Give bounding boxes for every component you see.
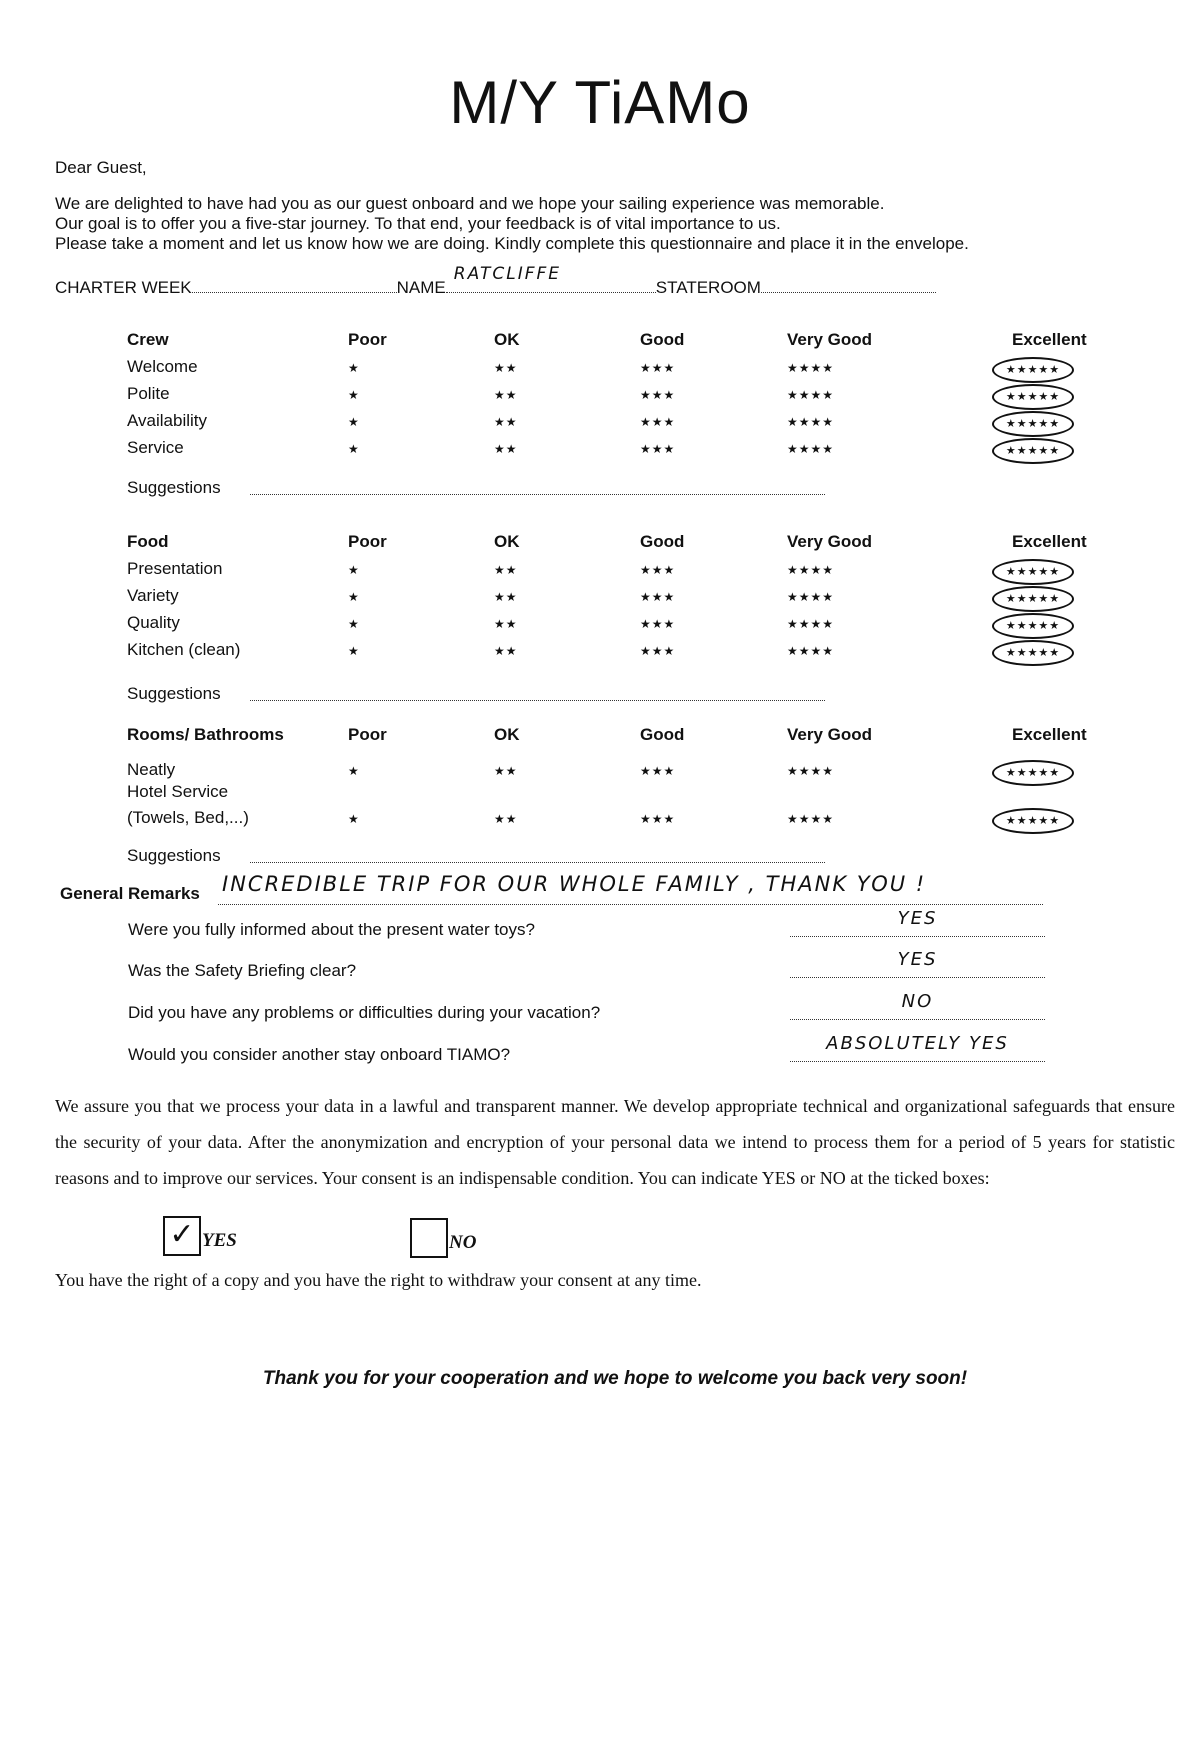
star-option-poor[interactable]: ★ (348, 644, 360, 658)
star-option-good[interactable]: ★★★ (640, 361, 676, 375)
rating-header-poor: Poor (348, 725, 387, 744)
selected-circle: ★★★★★ (992, 357, 1074, 383)
star-option-good[interactable]: ★★★ (640, 415, 676, 429)
star-option-very-good[interactable]: ★★★★ (787, 361, 835, 375)
star-option-poor[interactable]: ★ (348, 812, 360, 826)
suggestions-field[interactable] (250, 686, 825, 701)
consent-no-label: NO (449, 1232, 477, 1253)
rating-header-very-good: Very Good (787, 725, 873, 744)
rating-header-poor: Poor (348, 330, 387, 349)
star-option-ok[interactable]: ★★ (494, 361, 518, 375)
rating-header-good: Good (640, 725, 685, 744)
rating-row (0, 640, 1200, 666)
star-option-poor[interactable]: ★ (348, 415, 360, 429)
consent-yes-label: YES (202, 1230, 237, 1251)
section-header-food (0, 532, 1200, 558)
selected-circle: ★★★★★ (992, 411, 1074, 437)
question-text: Was the Safety Briefing clear? (128, 961, 357, 980)
suggestions-field[interactable] (250, 848, 825, 863)
suggestions-row (0, 684, 1200, 710)
charter-week-field[interactable] (192, 278, 397, 293)
suggestions-label: Suggestions (127, 478, 221, 497)
criterion-label: Presentation (127, 559, 223, 578)
rating-row (0, 613, 1200, 639)
criterion-label: Service (127, 438, 184, 457)
name-field[interactable] (446, 264, 656, 293)
stateroom-label: STATEROOM (655, 278, 761, 297)
criterion-label: Welcome (127, 357, 198, 376)
star-option-very-good[interactable]: ★★★★ (787, 617, 835, 631)
star-option-very-good[interactable]: ★★★★ (787, 644, 835, 658)
answer-value: YES (897, 949, 938, 970)
criterion-label: Neatly (127, 760, 176, 779)
star-option-good[interactable]: ★★★ (640, 388, 676, 402)
selected-circle: ★★★★★ (992, 640, 1074, 666)
rating-header-ok: OK (494, 330, 520, 349)
star-option-ok[interactable]: ★★ (494, 644, 518, 658)
rating-row (0, 782, 1200, 808)
name-label: NAME (396, 278, 446, 297)
consent-yes-checkbox[interactable] (163, 1216, 201, 1256)
answer-value: NO (901, 991, 934, 1012)
star-option-poor[interactable]: ★ (348, 590, 360, 604)
suggestions-label: Suggestions (127, 684, 221, 703)
selected-circle: ★★★★★ (992, 559, 1074, 585)
star-option-poor[interactable]: ★ (348, 764, 360, 778)
criterion-label: Variety (127, 586, 179, 605)
criterion-label: Quality (127, 613, 180, 632)
guest-fields (55, 264, 955, 298)
section-header-rooms (0, 725, 1200, 751)
selected-circle: ★★★★★ (992, 808, 1074, 834)
star-option-poor[interactable]: ★ (348, 617, 360, 631)
rating-header-ok: OK (494, 725, 520, 744)
data-protection-text: We assure you that we process your data in a lawful and transparent manner. We develop appropriate technical and organizational safeguards that ensure the security of your data. After the anonymization and encryption of your personal data we intend to process them for a period of 5 years for statistic reasons and to improve our services. Your consent is an indispensable condition. You can indicate YES or NO at the ticked boxes: (55, 1096, 1175, 1188)
star-option-poor[interactable]: ★ (348, 388, 360, 402)
star-option-ok[interactable]: ★★ (494, 563, 518, 577)
rating-row (0, 586, 1200, 612)
selected-circle: ★★★★★ (992, 586, 1074, 612)
star-option-very-good[interactable]: ★★★★ (787, 442, 835, 456)
rating-header-excellent: Excellent (1012, 532, 1087, 551)
section-heading: Rooms/ Bathrooms (127, 725, 284, 744)
star-option-good[interactable]: ★★★ (640, 617, 676, 631)
suggestions-label: Suggestions (127, 846, 221, 865)
criterion-label: Kitchen (clean) (127, 640, 241, 659)
answer-value: ABSOLUTELY YES (826, 1033, 1009, 1054)
star-option-poor[interactable]: ★ (348, 442, 360, 456)
section-heading: Food (127, 532, 169, 551)
question-text: Were you fully informed about the present water toys? (128, 920, 535, 939)
star-option-good[interactable]: ★★★ (640, 590, 676, 604)
greeting: Dear Guest, (55, 158, 147, 177)
star-option-ok[interactable]: ★★ (494, 764, 518, 778)
criterion-label: Hotel Service (127, 782, 229, 801)
check-mark-icon: ✓ (169, 1218, 195, 1251)
suggestions-row (0, 478, 1200, 504)
document-title: M/Y TiAMo (449, 69, 751, 136)
rating-header-ok: OK (494, 532, 520, 551)
rating-header-poor: Poor (348, 532, 387, 551)
question-text: Did you have any problems or difficulties during your vacation? (128, 1003, 601, 1022)
star-option-poor[interactable]: ★ (348, 563, 360, 577)
star-option-ok[interactable]: ★★ (494, 415, 518, 429)
criterion-label: (Towels, Bed,...) (127, 808, 249, 827)
rating-header-good: Good (640, 330, 685, 349)
rating-row (0, 384, 1200, 410)
rating-row (0, 808, 1200, 834)
closing-text: Thank you for your cooperation and we hope to welcome you back very soon! (262, 1368, 968, 1389)
general-remarks-value: INCREDIBLE TRIP FOR OUR WHOLE FAMILY , THANK YOU ! (222, 872, 927, 896)
star-option-very-good[interactable]: ★★★★ (787, 388, 835, 402)
star-option-ok[interactable]: ★★ (494, 388, 518, 402)
star-option-very-good[interactable]: ★★★★ (787, 590, 835, 604)
star-option-very-good[interactable]: ★★★★ (787, 563, 835, 577)
star-option-ok[interactable]: ★★ (494, 590, 518, 604)
section-heading: Crew (127, 330, 169, 349)
star-option-good[interactable]: ★★★ (640, 442, 676, 456)
star-option-very-good[interactable]: ★★★★ (787, 764, 835, 778)
star-option-poor[interactable]: ★ (348, 361, 360, 375)
rating-row (0, 559, 1200, 585)
answer-value: YES (897, 908, 938, 929)
section-header-crew (0, 330, 1200, 356)
general-remarks-label: General Remarks (60, 884, 200, 903)
star-option-ok[interactable]: ★★ (494, 812, 518, 826)
name-value: RATCLIFFE (453, 264, 562, 284)
star-option-good[interactable]: ★★★ (640, 812, 676, 826)
star-option-good[interactable]: ★★★ (640, 644, 676, 658)
suggestions-field[interactable] (250, 480, 825, 495)
selected-circle: ★★★★★ (992, 613, 1074, 639)
selected-circle: ★★★★★ (992, 760, 1074, 786)
criterion-label: Polite (127, 384, 170, 403)
charter-week-label: CHARTER WEEK (55, 278, 192, 297)
question-text: Would you consider another stay onboard TIAMO? (128, 1045, 511, 1064)
rating-header-excellent: Excellent (1012, 725, 1087, 744)
star-option-very-good[interactable]: ★★★★ (787, 415, 835, 429)
rating-row (0, 438, 1200, 464)
star-option-good[interactable]: ★★★ (640, 764, 676, 778)
intro-line: Please take a moment and let us know how we are doing. Kindly complete this questionnaire and place it in the envelope. (55, 234, 969, 253)
intro-line: Our goal is to offer you a five-star journey. To that end, your feedback is of vital importance to us. (55, 214, 781, 233)
rating-header-very-good: Very Good (787, 532, 873, 551)
rights-text: You have the right of a copy and you have the right to withdraw your consent at any time. (55, 1270, 702, 1290)
rating-row (0, 411, 1200, 437)
star-option-good[interactable]: ★★★ (640, 563, 676, 577)
rating-header-very-good: Very Good (787, 330, 873, 349)
selected-circle: ★★★★★ (992, 384, 1074, 410)
criterion-label: Availability (127, 411, 208, 430)
intro-line: We are delighted to have had you as our guest onboard and we hope your sailing experience was memorable. (55, 194, 885, 213)
star-option-very-good[interactable]: ★★★★ (787, 812, 835, 826)
rating-row (0, 357, 1200, 383)
star-option-ok[interactable]: ★★ (494, 442, 518, 456)
rating-header-excellent: Excellent (1012, 330, 1087, 349)
intro-text (55, 194, 969, 254)
stateroom-field[interactable] (761, 278, 936, 293)
star-option-ok[interactable]: ★★ (494, 617, 518, 631)
suggestions-row (0, 846, 1200, 872)
rating-header-good: Good (640, 532, 685, 551)
selected-circle: ★★★★★ (992, 438, 1074, 464)
consent-no-checkbox[interactable] (410, 1218, 448, 1258)
